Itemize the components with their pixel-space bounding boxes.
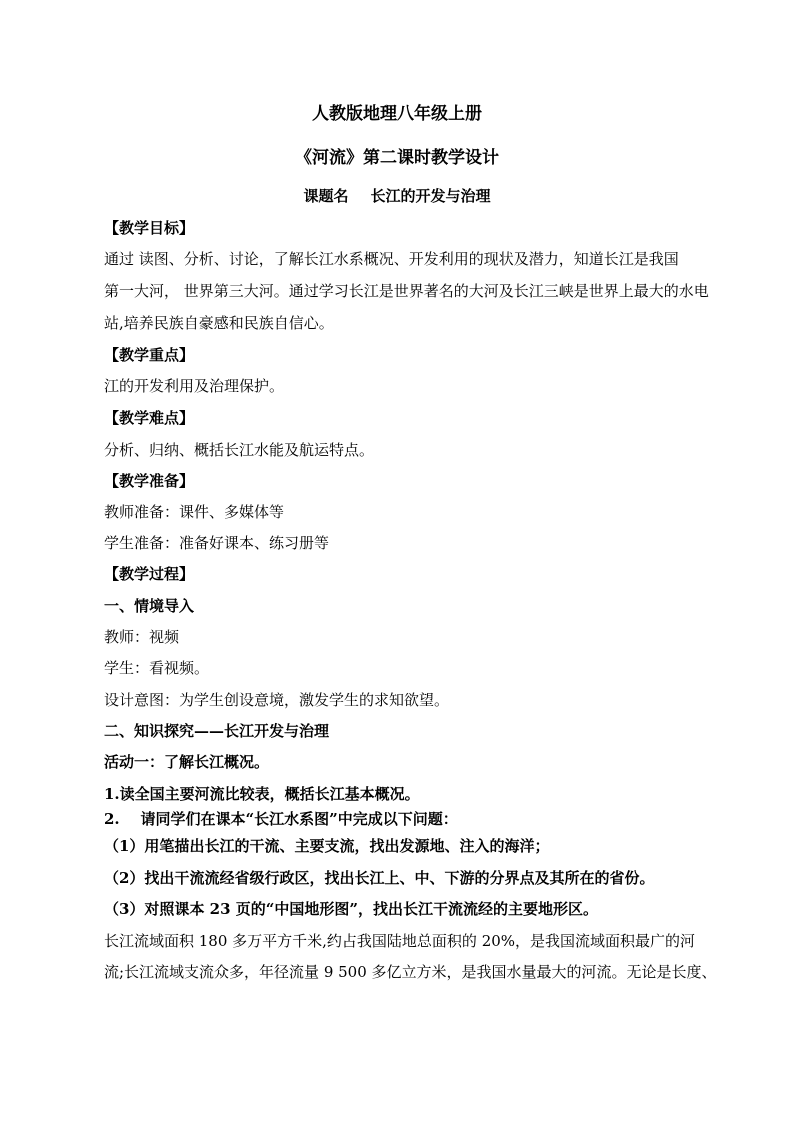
part2-heading: 二、知识探究——长江开发与治理 <box>104 722 330 740</box>
activity1-heading: 活动一：了解长江概况。 <box>104 753 270 771</box>
goals-heading: 【教学目标】 <box>104 219 195 237</box>
part1-intent: 设计意图：为学生创设意境，激发学生的求知欲望。 <box>104 691 450 709</box>
paragraph-line-1: 长江流域面积 180 多万平方千米,约占我国陆地总面积的 20%，是我国流域面积最广的河 <box>104 932 696 950</box>
question-1: （1）用笔描出长江的干流、主要支流，找出发源地、注入的海洋； <box>104 837 550 855</box>
lesson-name: 长江的开发与治理 <box>370 187 491 205</box>
activity-item-2: 2. 请同学们在课本“长江水系图”中完成以下问题： <box>104 810 458 828</box>
goals-line-3: 站,培养民族自豪感和民族自信心。 <box>104 314 334 332</box>
lesson-label: 课题名 <box>303 187 349 205</box>
question-2: （2）找出干流流经省级行政区，找出长江上、中、下游的分界点及其所在的省份。 <box>104 869 655 887</box>
student-preparation: 学生准备：准备好课本、练习册等 <box>104 534 330 552</box>
lesson-line <box>0 186 794 206</box>
part1-teacher: 教师：视频 <box>104 628 180 646</box>
teacher-preparation: 教师准备：课件、多媒体等 <box>104 503 285 521</box>
process-heading: 【教学过程】 <box>104 565 195 583</box>
activity-item-1: 1.读全国主要河流比较表，概括长江基本概况。 <box>104 785 420 803</box>
goals-line-1: 通过 读图、分析、讨论，了解长江水系概况、开发利用的现状及潜力，知道长江是我国 <box>104 250 679 268</box>
goals-line-2: 第一大河， 世界第三大河。通过学习长江是世界著名的大河及长江三峡是世界上最大的水电 <box>104 282 709 300</box>
document-title: 人教版地理八年级上册 <box>312 104 482 124</box>
difficulty-text: 分析、归纳、概括长江水能及航运特点。 <box>104 441 375 459</box>
preparation-heading: 【教学准备】 <box>104 472 195 490</box>
key-points-heading: 【教学重点】 <box>104 346 195 364</box>
part1-heading: 一、情境导入 <box>104 597 195 615</box>
key-points-text: 江的开发利用及治理保护。 <box>104 377 285 395</box>
paragraph-line-2: 流;长江流域支流众多，年径流量 9 500 多亿立方米，是我国水量最大的河流。无论是长度、 <box>104 963 717 981</box>
difficulty-heading: 【教学难点】 <box>104 409 195 427</box>
question-3: （3）对照课本 23 页的“中国地形图”，找出长江干流流经的主要地形区。 <box>104 900 599 918</box>
document-subtitle: 《河流》第二课时教学设计 <box>295 148 499 168</box>
part1-student: 学生：看视频。 <box>104 659 210 677</box>
